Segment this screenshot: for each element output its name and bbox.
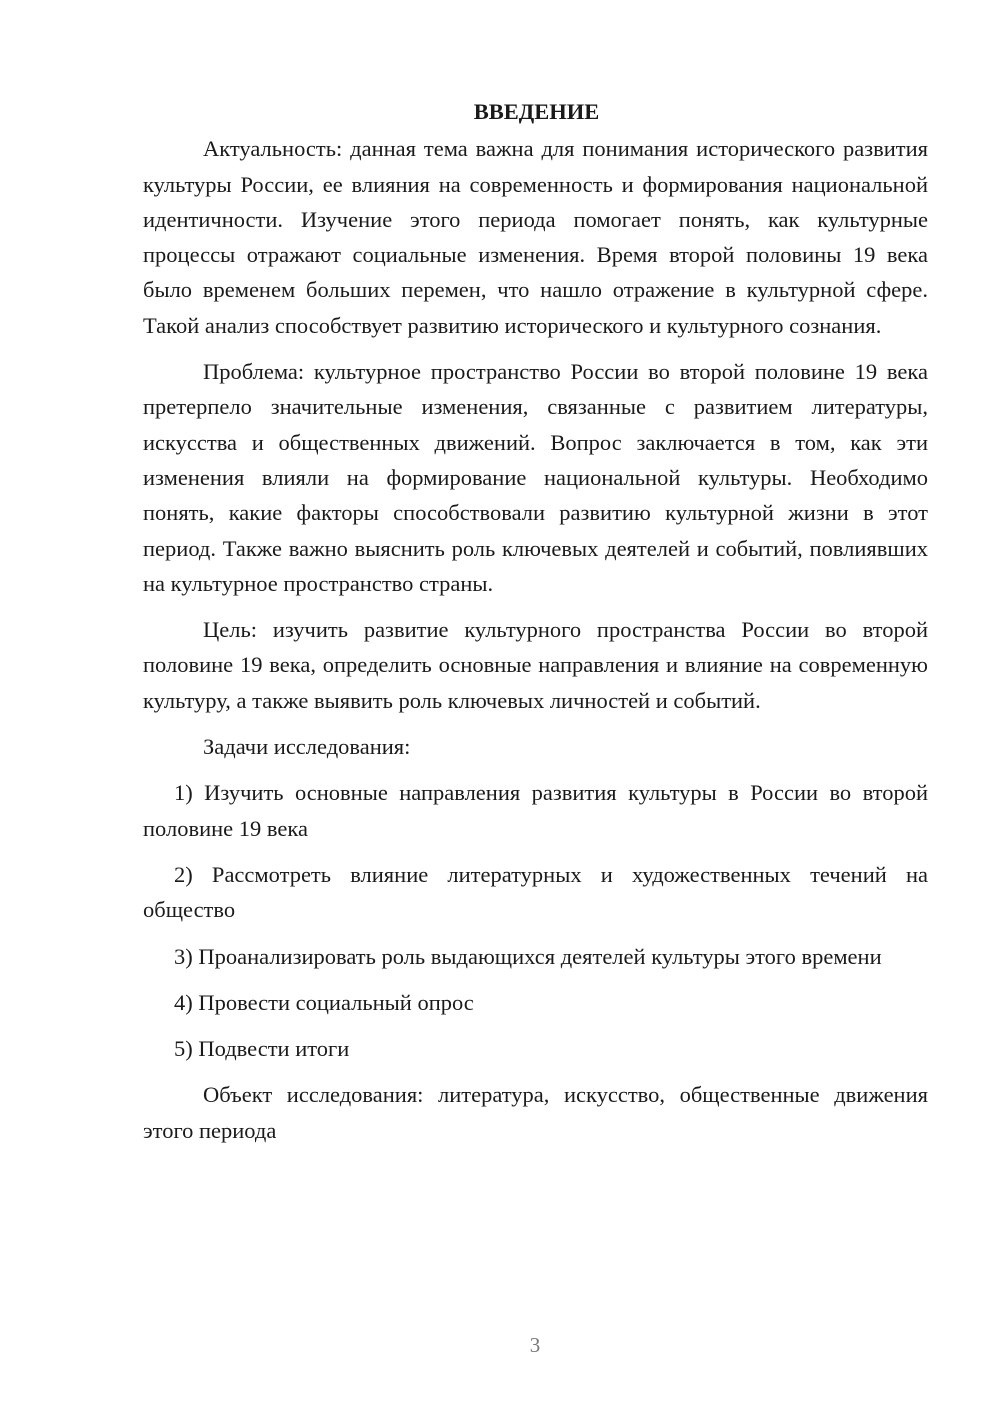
- task-item: 3) Проанализировать роль выдающихся деятелей культуры этого времени: [174, 943, 882, 969]
- problem-paragraph: Проблема: культурное пространство России во второй половине 19 века претерпело значительные изменения, связанные с развитием литературы, искусства и общественных движений. Вопрос заключается в том, как эти изменения влияли на формирование национальной культуры. Необходимо понять, какие факторы способствовали развитию культурной жизни в этот период. Также важно выяснить роль ключевых деятелей и событий, повлиявших на культурное пространство страны.: [143, 359, 928, 596]
- goal-paragraph: Цель: изучить развитие культурного пространства России во второй половине 19 века, определить основные направления и влияние на современную культуру, а также выявить роль ключевых личностей и событий.: [143, 617, 928, 713]
- task-item: 5) Подвести итоги: [174, 1036, 350, 1062]
- relevance-paragraph: Актуальность: данная тема важна для понимания исторического развития культуры России, ее влияния на современность и формирования национальной идентичности. Изучение этого периода помогает понять, как культурные процессы отражают социальные изменения. Время второй половины 19 века было временем больших перемен, что нашло отражение в культурной сфере. Такой анализ способствует развитию исторического и культурного сознания.: [143, 136, 928, 338]
- page-number: 3: [529, 1333, 541, 1357]
- page-heading: ВВЕДЕНИЕ: [473, 99, 600, 124]
- page-content: [143, 94, 928, 1159]
- tasks-list: [143, 775, 928, 1066]
- tasks-title: Задачи исследования:: [203, 734, 411, 760]
- task-item: 1) Изучить основные направления развития культуры в России во второй половине 19 века: [143, 780, 928, 841]
- task-item: 2) Рассмотреть влияние литературных и художественных течений на общество: [143, 861, 928, 923]
- object-paragraph: Объект исследования: литература, искусство, общественные движения этого периода: [143, 1082, 928, 1143]
- task-item: 4) Провести социальный опрос: [174, 989, 474, 1015]
